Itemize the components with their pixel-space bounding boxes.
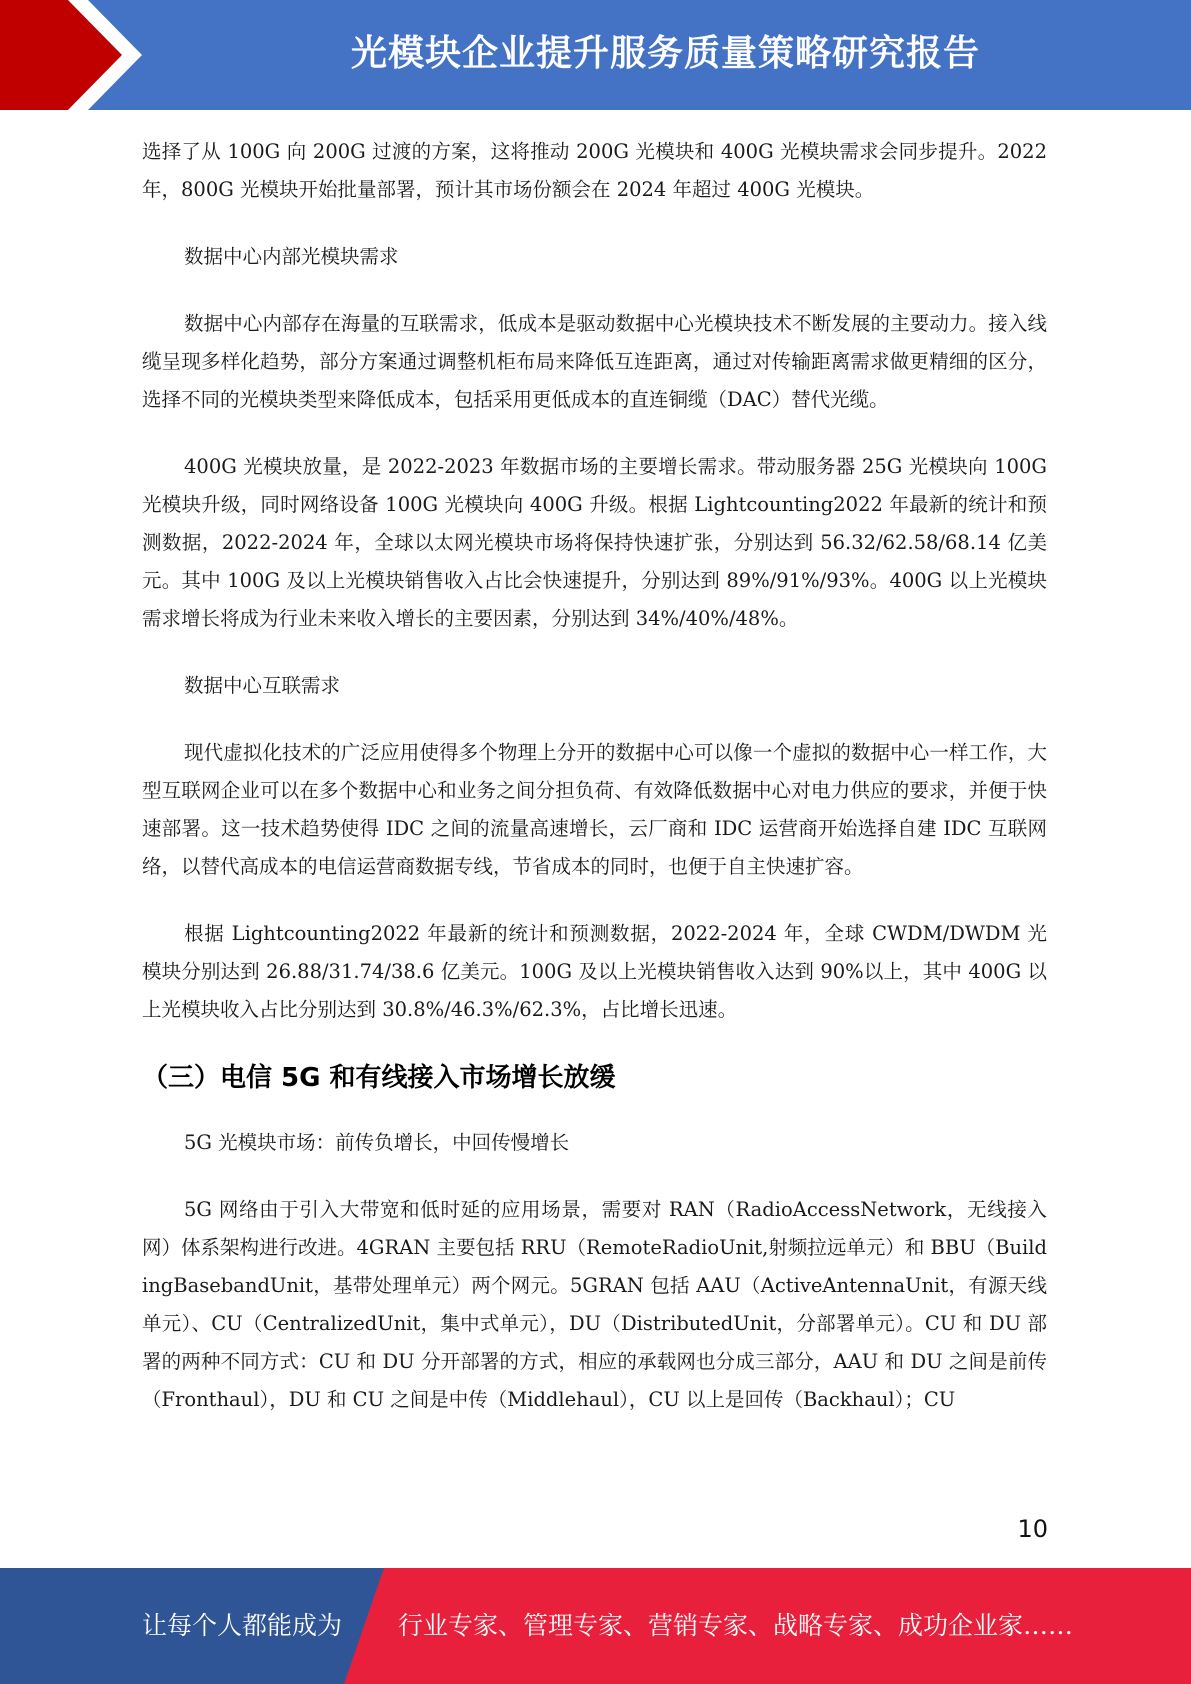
subheading-dc-internal: 数据中心内部光模块需求 xyxy=(184,245,399,268)
paragraph-cwdm-dwdm: 根据 Lightcounting2022 年最新的统计和预测数据，2022-2024 年，全球 CWDM/DWDM 光模块分别达到 26.88/31.74/38.6 亿美元。100G 及以上光模块销售收入达到 90%以上，其中 400G 以上光模块收入占比分别达到 30.8%/46.3%/62.3%，占比增长迅速。 xyxy=(142,922,1047,1021)
footer-slogan-left: 让每个人都能成为 xyxy=(142,1611,343,1640)
paragraph-200g-transition: 选择了从 100G 向 200G 过渡的方案，这将推动 200G 光模块和 400G 光模块需求会同步提升。2022 年，800G 光模块开始批量部署，预计其市场份额会在 2024 年超过 400G 光模块。 xyxy=(142,140,1047,201)
section-heading-5g: （三）电信 5G 和有线接入市场增长放缓 xyxy=(142,1063,616,1093)
footer-slogan-right: 行业专家、管理专家、营销专家、战略专家、成功企业家…… xyxy=(398,1611,1074,1640)
paragraph-5g-ran: 5G 网络由于引入大带宽和低时延的应用场景，需要对 RAN（RadioAccessNetwork，无线接入网）体系架构进行改进。4GRAN 主要包括 RRU（RemoteRadioUnit,射频拉远单元）和 BBU（BuildingBasebandUnit，基带处理单元）两个网元。5GRAN 包括 AAU（ActiveAntennaUnit，有源天线单元）、CU（CentralizedUnit，集中式单元），DU（DistributedUnit，分部署单元）。CU 和 DU 部署的两种不同方式：CU 和 DU 分开部署的方式，相应的承载网也分成三部分，AAU 和 DU 之间是前传（Fronthaul），DU 和 CU 之间是中传（Middlehaul），CU 以上是回传（Backhaul）；CU xyxy=(142,1198,1047,1411)
paragraph-virtualization: 现代虚拟化技术的广泛应用使得多个物理上分开的数据中心可以像一个虚拟的数据中心一样工作，大型互联网企业可以在多个数据中心和业务之间分担负荷、有效降低数据中心对电力供应的要求，并便于快速部署。这一技术趋势使得 IDC 之间的流量高速增长，云厂商和 IDC 运营商开始选择自建 IDC 互联网络，以替代高成本的电信运营商数据专线，节省成本的同时，也便于自主快速扩容。 xyxy=(142,741,1047,878)
page-header xyxy=(0,0,1191,110)
document-body xyxy=(142,133,1047,1448)
page-footer xyxy=(0,1568,1191,1684)
subheading-5g-market: 5G 光模块市场：前传负增长，中回传慢增长 xyxy=(184,1131,570,1154)
subheading-dc-interconnect: 数据中心互联需求 xyxy=(184,674,341,697)
header-arrow-icon xyxy=(0,0,160,110)
page-number: 10 xyxy=(1017,1515,1048,1543)
report-title: 光模块企业提升服务质量策略研究报告 xyxy=(350,33,980,74)
paragraph-dc-internal: 数据中心内部存在海量的互联需求，低成本是驱动数据中心光模块技术不断发展的主要动力。接入线缆呈现多样化趋势，部分方案通过调整机柜布局来降低互连距离，通过对传输距离需求做更精细的区分，选择不同的光模块类型来降低成本，包括采用更低成本的直连铜缆（DAC）替代光缆。 xyxy=(142,312,1047,411)
paragraph-400g-growth: 400G 光模块放量，是 2022-2023 年数据市场的主要增长需求。带动服务器 25G 光模块向 100G 光模块升级，同时网络设备 100G 光模块向 400G 升级。根据 Lightcounting2022 年最新的统计和预测数据，2022-2024 年，全球以太网光模块市场将保持快速扩张，分别达到 56.32/62.58/68.14 亿美元。其中 100G 及以上光模块销售收入占比会快速提升，分别达到 89%/91%/93%。400G 以上光模块需求增长将成为行业未来收入增长的主要因素，分别达到 34%/40%/48%。 xyxy=(142,455,1047,630)
